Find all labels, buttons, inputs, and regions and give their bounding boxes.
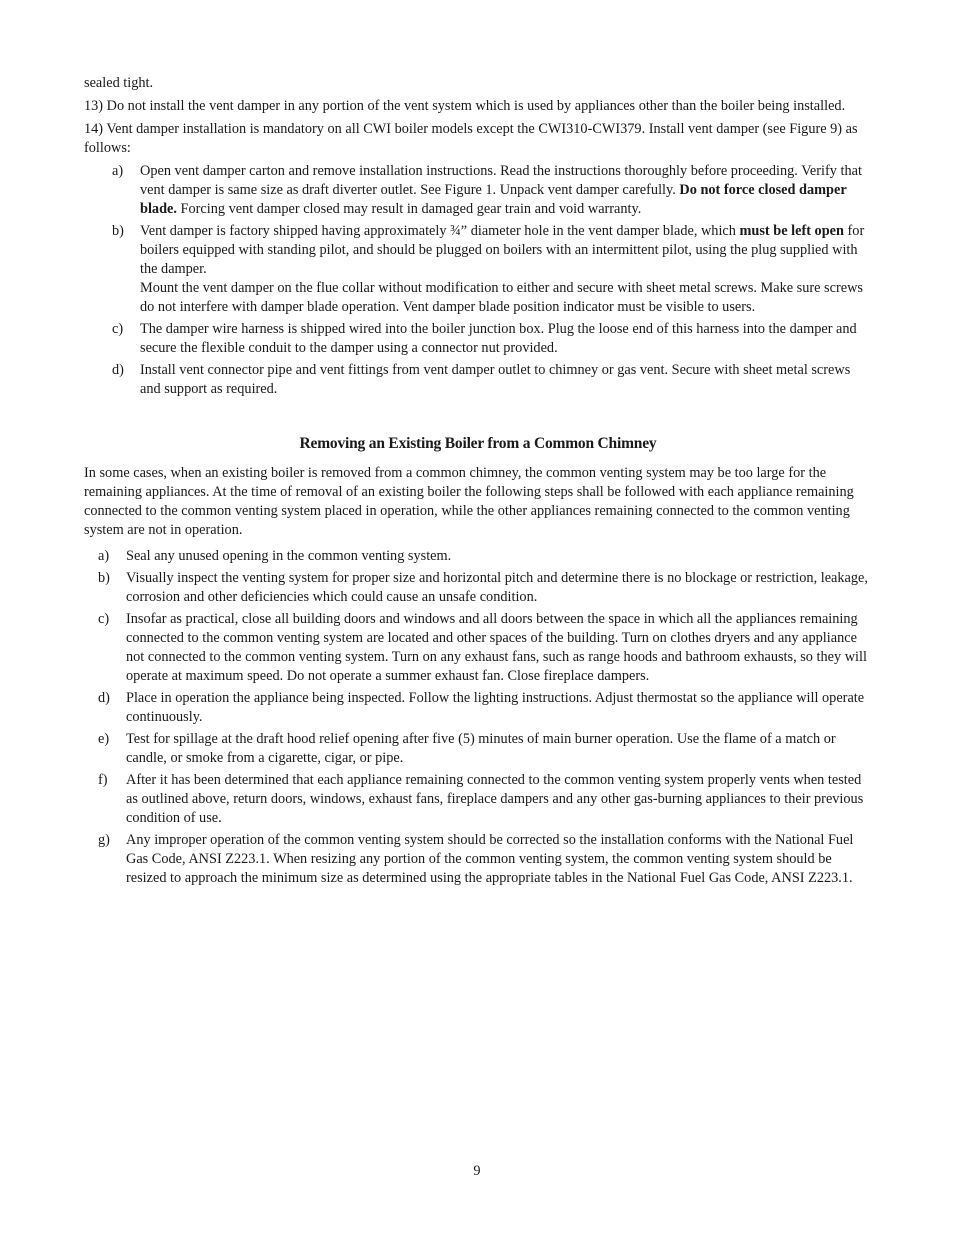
step-warning: must be left open xyxy=(739,223,844,239)
chimney-step xyxy=(84,771,872,828)
section-heading: Removing an Existing Boiler from a Common Chimney xyxy=(299,435,657,452)
damper-step xyxy=(84,320,872,358)
damper-step xyxy=(84,361,872,399)
instruction-13: 13) Do not install the vent damper in any portion of the vent system which is used by appliances other than the boiler being installed. xyxy=(84,98,846,114)
step-warning: Do not force closed damper blade. xyxy=(140,182,847,217)
instruction-14: 14) Vent damper installation is mandatory on all CWI boiler models except the CWI310-CWI379. Install vent damper (see Figure 9) as follows: xyxy=(84,121,858,156)
step-paragraph: Mount the vent damper on the flue collar without modification to either and secure with sheet metal screws. Make sure screws do not interfere with damper blade operation. Vent damper blade position indicator must be visible to users. xyxy=(140,280,863,315)
step-label: e) xyxy=(98,731,110,747)
damper-steps-list xyxy=(84,162,872,399)
step-label: b) xyxy=(112,223,124,239)
continued-text: sealed tight. xyxy=(84,75,154,91)
step-text: Any improper operation of the common venting system should be corrected so the installation conforms with the National Fuel Gas Code, ANSI Z223.1. When resizing any portion of the common venting system, the common venting system should be resized to approach the minimum size as determined using the appropriate tables in the National Fuel Gas Code, ANSI Z223.1. xyxy=(126,832,854,886)
chimney-step xyxy=(84,831,872,888)
step-text: After it has been determined that each appliance remaining connected to the common venting system properly vents when tested as outlined above, return doors, windows, exhaust fans, fireplace dampers and any other gas-burning appliances to their previous condition of use. xyxy=(126,772,864,826)
document-page xyxy=(84,74,872,891)
step-label: d) xyxy=(98,690,110,706)
page-number: 9 xyxy=(473,1163,481,1179)
step-text: Install vent connector pipe and vent fittings from vent damper outlet to chimney or gas vent. Secure with sheet metal screws and support as required. xyxy=(140,362,851,397)
step-text: Visually inspect the venting system for proper size and horizontal pitch and determine there is no blockage or restriction, leakage, corrosion and other deficiencies which could cause an unsafe condition. xyxy=(126,570,868,605)
step-text-after: for boilers equipped with standing pilot, and should be plugged on boilers with an intermittent pilot, using the plug supplied with the damper. xyxy=(140,223,865,277)
step-label: g) xyxy=(98,832,110,848)
step-label: a) xyxy=(98,548,110,564)
step-text: The damper wire harness is shipped wired into the boiler junction box. Plug the loose end of this harness into the damper and secure the flexible conduit to the damper using a connector nut provided. xyxy=(140,321,857,356)
chimney-step xyxy=(84,569,872,607)
step-text: Vent damper is factory shipped having approximately ¾” diameter hole in the vent damper blade, which xyxy=(140,223,736,239)
step-label: c) xyxy=(112,321,124,337)
step-label: d) xyxy=(112,362,124,378)
chimney-step xyxy=(84,730,872,768)
section-intro: In some cases, when an existing boiler is removed from a common chimney, the common venting system may be too large for the remaining appliances. At the time of removal of an existing boiler the following steps shall be followed with each appliance remaining connected to the common venting system placed in operation, while the other appliances remaining connected to the common venting system are not in operation. xyxy=(84,465,854,538)
damper-step xyxy=(84,222,872,317)
step-text: Insofar as practical, close all building doors and windows and all doors between the space in which all the appliances remaining connected to the common venting system are located and other spaces of the building. Turn on clothes dryers and any appliance not connected to the common venting system. Turn on any exhaust fans, such as range hoods and bathroom exhausts, so they will operate at maximum speed. Do not operate a summer exhaust fan. Close fireplace dampers. xyxy=(126,611,867,684)
step-text: Open vent damper carton and remove installation instructions. Read the instructions thoroughly before proceeding. Verify that vent damper is same size as draft diverter outlet. See Figure 1. Unpack vent damper carefully. xyxy=(140,163,862,198)
chimney-step xyxy=(84,689,872,727)
step-text: Test for spillage at the draft hood relief opening after five (5) minutes of main burner operation. Use the flame of a match or candle, or smoke from a cigarette, cigar, or pipe. xyxy=(126,731,836,766)
step-text: Place in operation the appliance being inspected. Follow the lighting instructions. Adjust thermostat so the appliance will operate continuously. xyxy=(126,690,865,725)
step-label: c) xyxy=(98,611,110,627)
step-text: Seal any unused opening in the common venting system. xyxy=(126,548,452,564)
chimney-step xyxy=(84,610,872,686)
chimney-steps-list xyxy=(84,547,872,888)
step-text-after: Forcing vent damper closed may result in damaged gear train and void warranty. xyxy=(180,201,642,217)
step-label: f) xyxy=(98,772,108,788)
chimney-step xyxy=(84,547,872,566)
step-label: b) xyxy=(98,570,110,586)
step-label: a) xyxy=(112,163,124,179)
damper-step xyxy=(84,162,872,219)
